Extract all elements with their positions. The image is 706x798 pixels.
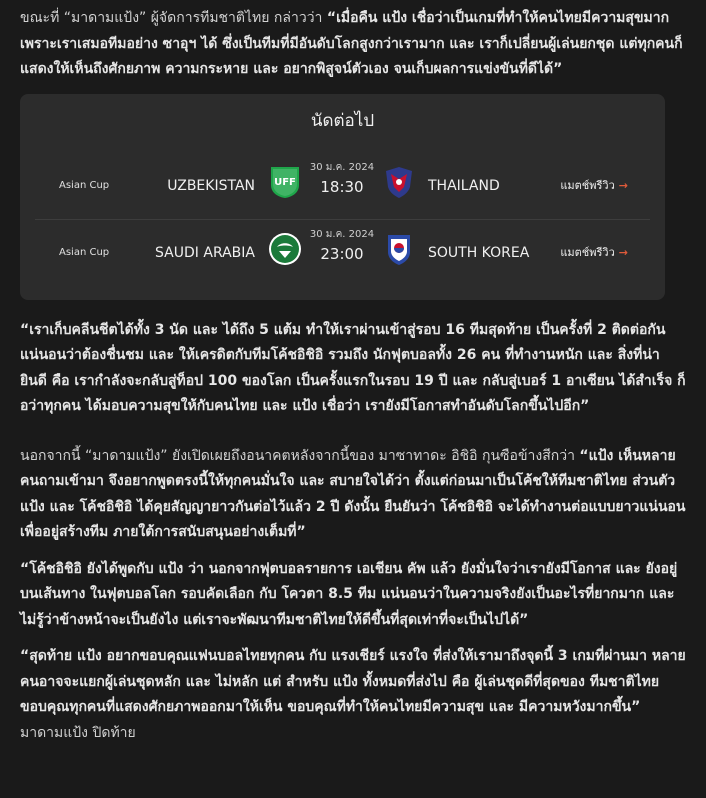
match-preview-link[interactable] — [560, 220, 628, 286]
quote-paragraph — [20, 557, 686, 634]
home-team-name: UZBEKISTAN — [167, 177, 255, 194]
paragraph-lead: นอกจากนี้ “มาดามแป้ง” ยังเปิดเผยถึงอนาคตหลังจากนี้ของ มาซาทาดะ อิชิอิ กุนซือข้างสีกว่า — [20, 447, 580, 464]
match-time: 18:30 — [320, 177, 364, 196]
next-matches-title: นัดต่อไป — [310, 110, 375, 131]
saudi-arabia-crest-icon — [268, 232, 302, 266]
thailand-crest-icon — [382, 165, 416, 199]
match-preview-label: แมตช์พรีวิว — [560, 178, 615, 192]
away-team-name: THAILAND — [428, 177, 500, 194]
match-preview-label: แมตช์พรีวิว — [560, 245, 615, 259]
crest-text: UFF — [274, 176, 296, 188]
next-matches-widget — [20, 94, 665, 300]
match-datetime — [305, 161, 379, 199]
match-date: 30 ม.ค. 2024 — [309, 228, 375, 240]
arrow-right-icon: → — [618, 178, 628, 192]
match-time: 23:00 — [320, 244, 364, 263]
intro-prefix: ขณะที่ “มาดามแป้ง” ผู้จัดการทีมชาติไทย กล่าวว่า — [20, 10, 327, 26]
away-team-name: SOUTH KOREA — [428, 244, 530, 261]
intro-quote: “เมื่อคืน แป้ง เชื่อว่าเป็นเกมที่ทำให้คนไทยมีความสุขมาก เพราะเราเสมอทีมอย่าง ซาอุฯ ได้ ซึ่งเป็นทีมที่มีอันดับโลกสูงกว่าเรามาก และ เราก็เปลี่ยนผู้เล่นยกชุด แต่ทุกคนก็แสดงให้เห็นถึงศักยภาพ ความกระหาย และ อยากพิสูจน์ตัวเอง จนเก็บผลการแข่งขันที่ดีได้” — [20, 10, 683, 77]
league-label: Asian Cup — [59, 246, 110, 258]
quote-text: “เราเก็บคลีนชีตได้ทั้ง 3 นัด และ ได้ถึง 5 แต้ม ทำให้เราผ่านเข้าสู่รอบ 16 ทีมสุดท้าย เป็นครั้งที่ 2 ติดต่อกัน แน่นอนว่าต้องชื่นชม และ ให้เครดิตกับทีมโค้ชอิชิอิ รวมถึง นักฟุตบอลทั้ง 26 คน ที่ทำงานหนัก และ สิ่งที่น่ายินดี คือ เรากำลังจะกลับสู่ท็อป 100 ของโลก เป็นครั้งแรกในรอบ 19 ปี และ กลับสู่เบอร์ 1 อาเซียน ได้สำเร็จ ก็อว่าทุกคน ได้มอบความสุขให้กับคนไทย และ แป้ง เชื่อว่า เรายังมีโอกาสทำอันดับโลกขึ้นไปอีก” — [20, 321, 686, 414]
match-preview-link[interactable] — [560, 153, 628, 219]
quote-paragraph — [20, 318, 686, 420]
south-korea-crest-icon — [382, 232, 416, 266]
uzbekistan-crest-icon — [268, 165, 302, 199]
intro-paragraph — [20, 6, 686, 83]
quote-text: “สุดท้าย แป้ง อยากขอบคุณแฟนบอลไทยทุกคน กับ แรงเชียร์ แรงใจ ที่ส่งให้เรามาถึงจุดนี้ 3 เกมที่ผ่านมา หลายคนอาจจะแยกผู้เล่นชุดหลัก และ ไม่หลัก แต่ สำหรับ แป้ง ทั้งหมดที่ส่งไป คือ ผู้เล่นชุดดีที่สุดของ ทีมชาติไทย ขอบคุณทุกคนที่แสดงศักยภาพออกมาให้เห็น ขอบคุณที่ทำให้คนไทยมีความสุข และ มีความหวังมากขึ้น” — [20, 648, 686, 715]
match-date: 30 ม.ค. 2024 — [309, 161, 375, 173]
match-row[interactable] — [35, 219, 650, 286]
league-label: Asian Cup — [59, 179, 110, 191]
match-row[interactable] — [35, 153, 650, 219]
coach-paragraph — [20, 444, 686, 546]
closing-paragraph — [20, 644, 686, 746]
paragraph-suffix: มาดามแป้ง ปิดท้าย — [20, 724, 136, 741]
home-team-name: SAUDI ARABIA — [155, 244, 255, 261]
quote-text: “โค้ชอิชิอิ ยังได้พูดกับ แป้ง ว่า นอกจากฟุตบอลรายการ เอเชียน คัพ แล้ว ยังมั่นใจว่าเรายังมีโอกาส และ ยังอยู่บนเส้นทาง ในฟุตบอลโลก รอบคัดเลือก กับ โควตา 8.5 ทีม แน่นอนว่าในความจริงยังเป็นอะไรที่ยากมาก และ ไม่รู้ว่าข้างหน้าจะเป็นยังไง แต่เราจะพัฒนาทีมชาติไทยให้ดีขึ้นที่สุดเท่าที่จะเป็นไปได้” — [20, 560, 678, 628]
arrow-right-icon: → — [618, 245, 628, 259]
match-datetime — [305, 228, 379, 266]
quote-text: “แป้ง เห็นหลายคนถามเข้ามา จึงอยากพูดตรงนี้ให้ทุกคนมั่นใจ และ สบายใจได้ว่า ตั้งแต่ก่อนมาเป็นโค้ชให้ทีมชาติไทย ส่วนตัว แป้ง และ โค้ชอิชิอิ ได้คุยสัญญายาวกันต่อไว้แล้ว 2 ปี ดังนั้น ยืนยันว่า โค้ชอิชิอิ จะได้ทำงานต่อแบบยาวแน่นอน เพื่ออยู่สร้างทีม ภายใต้การสนับสนุนอย่างเต็มที่” — [20, 447, 686, 540]
